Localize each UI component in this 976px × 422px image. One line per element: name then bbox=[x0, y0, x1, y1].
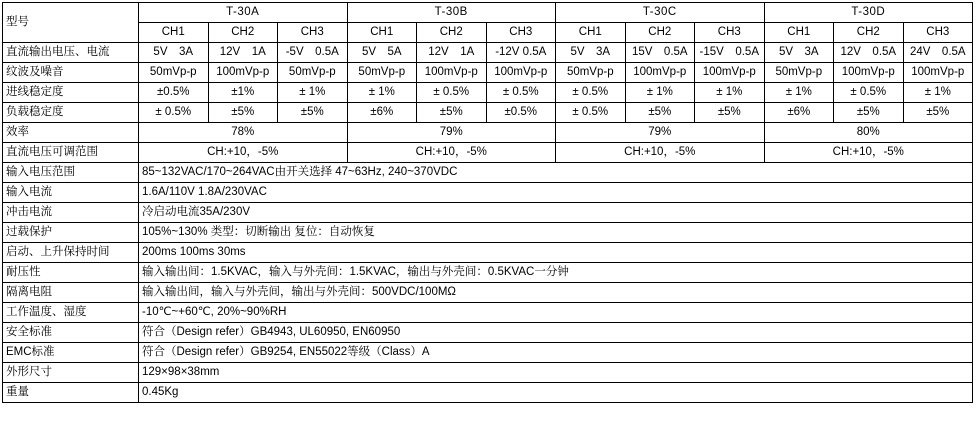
table-row bbox=[3, 103, 973, 123]
row-value: ±0.5% bbox=[486, 103, 556, 123]
row-label: 安全标准 bbox=[3, 323, 139, 343]
row-value: ± 0.5% bbox=[486, 83, 556, 103]
row-value: ± 0.5% bbox=[834, 83, 904, 103]
row-value: -5V 0.5A bbox=[278, 43, 348, 63]
row-value: ± 0.5% bbox=[139, 103, 209, 123]
row-label: 工作温度、湿度 bbox=[3, 303, 139, 323]
table-row bbox=[3, 323, 973, 343]
row-value: 100mVp-p bbox=[208, 63, 278, 83]
table-row bbox=[3, 343, 973, 363]
row-value: ± 1% bbox=[695, 83, 765, 103]
table-row bbox=[3, 223, 973, 243]
row-label: 进线稳定度 bbox=[3, 83, 139, 103]
row-value: 50mVp-p bbox=[139, 63, 209, 83]
row-value: -10℃~+60℃, 20%~90%RH bbox=[139, 303, 973, 323]
row-value: 200ms 100ms 30ms bbox=[139, 243, 973, 263]
row-value: ±6% bbox=[764, 103, 834, 123]
row-label: 负载稳定度 bbox=[3, 103, 139, 123]
row-label: 外形尺寸 bbox=[3, 363, 139, 383]
row-value: 12V 1A bbox=[417, 43, 487, 63]
row-value: 100mVp-p bbox=[625, 63, 695, 83]
model-header-4: T-30D bbox=[764, 3, 973, 23]
row-value: ±5% bbox=[625, 103, 695, 123]
table-row bbox=[3, 383, 973, 403]
row-value: 输入输出间：1.5KVAC，输入与外壳间：1.5KVAC，输出与外壳间：0.5KVAC一分钟 bbox=[139, 263, 973, 283]
channel-header-2: CH2 bbox=[208, 23, 278, 43]
model-header-1: T-30A bbox=[139, 3, 348, 23]
row-value: ±5% bbox=[834, 103, 904, 123]
row-value: 100mVp-p bbox=[486, 63, 556, 83]
row-label: 隔离电阻 bbox=[3, 283, 139, 303]
channel-header-9: CH3 bbox=[695, 23, 765, 43]
table-row bbox=[3, 303, 973, 323]
row-label: 过载保护 bbox=[3, 223, 139, 243]
row-value: 85~132VAC/170~264VAC由开关选择 47~63Hz, 240~370VDC bbox=[139, 163, 973, 183]
channel-header-10: CH1 bbox=[764, 23, 834, 43]
row-value: 1.6A/110V 1.8A/230VAC bbox=[139, 183, 973, 203]
channel-header-4: CH1 bbox=[347, 23, 417, 43]
table-row bbox=[3, 43, 973, 63]
channel-header-8: CH2 bbox=[625, 23, 695, 43]
row-label: 冲击电流 bbox=[3, 203, 139, 223]
row-value: -12V 0.5A bbox=[486, 43, 556, 63]
row-value: 50mVp-p bbox=[556, 63, 626, 83]
row-value: 符合（Design refer）GB4943, UL60950, EN60950 bbox=[139, 323, 973, 343]
row-value: ±5% bbox=[695, 103, 765, 123]
row-value: 79% bbox=[347, 123, 556, 143]
row-label: 耐压性 bbox=[3, 263, 139, 283]
row-value: ± 1% bbox=[764, 83, 834, 103]
row-value: 5V 3A bbox=[764, 43, 834, 63]
row-value: 50mVp-p bbox=[764, 63, 834, 83]
table-row bbox=[3, 183, 973, 203]
channel-header-7: CH1 bbox=[556, 23, 626, 43]
row-value: 80% bbox=[764, 123, 973, 143]
row-value: ±6% bbox=[347, 103, 417, 123]
model-header-2: T-30B bbox=[347, 3, 556, 23]
row-value: 79% bbox=[556, 123, 765, 143]
row-value: ±1% bbox=[208, 83, 278, 103]
row-value: 冷启动电流35A/230V bbox=[139, 203, 973, 223]
table-row bbox=[3, 203, 973, 223]
table-row bbox=[3, 63, 973, 83]
row-value: ±0.5% bbox=[139, 83, 209, 103]
row-value: 100mVp-p bbox=[834, 63, 904, 83]
row-label: 直流电压可调范围 bbox=[3, 143, 139, 163]
channel-header-11: CH2 bbox=[834, 23, 904, 43]
row-value: 24V 0.5A bbox=[903, 43, 973, 63]
row-value: CH:+10，-5% bbox=[764, 143, 973, 163]
row-value: 5V 3A bbox=[556, 43, 626, 63]
row-value: -15V 0.5A bbox=[695, 43, 765, 63]
row-value: ± 1% bbox=[903, 83, 973, 103]
table-row bbox=[3, 263, 973, 283]
table-row bbox=[3, 123, 973, 143]
model-header-3: T-30C bbox=[556, 3, 765, 23]
row-value: 50mVp-p bbox=[278, 63, 348, 83]
corner-label: 型号 bbox=[3, 3, 139, 43]
row-value: 12V 1A bbox=[208, 43, 278, 63]
row-value: 符合（Design refer）GB9254, EN55022等级（Class）A bbox=[139, 343, 973, 363]
row-label: EMC标准 bbox=[3, 343, 139, 363]
row-value: CH:+10，-5% bbox=[556, 143, 765, 163]
row-value: 15V 0.5A bbox=[625, 43, 695, 63]
row-value: ±5% bbox=[903, 103, 973, 123]
row-value: 100mVp-p bbox=[903, 63, 973, 83]
row-label: 纹波及噪音 bbox=[3, 63, 139, 83]
row-value: CH:+10，-5% bbox=[139, 143, 348, 163]
row-label: 启动、上升保持时间 bbox=[3, 243, 139, 263]
row-value: ±5% bbox=[208, 103, 278, 123]
row-label: 输入电压范围 bbox=[3, 163, 139, 183]
row-value: 12V 0.5A bbox=[834, 43, 904, 63]
row-value: ± 0.5% bbox=[556, 103, 626, 123]
row-value: 100mVp-p bbox=[417, 63, 487, 83]
channel-header-6: CH3 bbox=[486, 23, 556, 43]
row-value: ± 0.5% bbox=[417, 83, 487, 103]
row-value: ± 0.5% bbox=[556, 83, 626, 103]
row-value: 50mVp-p bbox=[347, 63, 417, 83]
row-value: 输入输出间，输入与外壳间，输出与外壳间：500VDC/100MΩ bbox=[139, 283, 973, 303]
row-value: ± 1% bbox=[278, 83, 348, 103]
row-value: 100mVp-p bbox=[695, 63, 765, 83]
table-header-models bbox=[3, 3, 973, 23]
row-label: 重量 bbox=[3, 383, 139, 403]
table-row bbox=[3, 143, 973, 163]
row-value: CH:+10，-5% bbox=[347, 143, 556, 163]
table-row bbox=[3, 363, 973, 383]
row-label: 直流输出电压、电流 bbox=[3, 43, 139, 63]
row-label: 效率 bbox=[3, 123, 139, 143]
table-row bbox=[3, 243, 973, 263]
row-value: 5V 3A bbox=[139, 43, 209, 63]
row-value: 129×98×38mm bbox=[139, 363, 973, 383]
channel-header-12: CH3 bbox=[903, 23, 973, 43]
row-value: 105%~130% 类型：切断输出 复位：自动恢复 bbox=[139, 223, 973, 243]
table-row bbox=[3, 83, 973, 103]
row-value: 78% bbox=[139, 123, 348, 143]
channel-header-3: CH3 bbox=[278, 23, 348, 43]
row-value: ±5% bbox=[278, 103, 348, 123]
channel-header-1: CH1 bbox=[139, 23, 209, 43]
table-row bbox=[3, 283, 973, 303]
channel-header-5: CH2 bbox=[417, 23, 487, 43]
row-value: ± 1% bbox=[625, 83, 695, 103]
row-value: 0.45Kg bbox=[139, 383, 973, 403]
row-value: ±5% bbox=[417, 103, 487, 123]
row-value: 5V 5A bbox=[347, 43, 417, 63]
specification-table bbox=[2, 2, 973, 403]
row-label: 输入电流 bbox=[3, 183, 139, 203]
table-header-channels bbox=[3, 23, 973, 43]
table-row bbox=[3, 163, 973, 183]
row-value: ± 1% bbox=[347, 83, 417, 103]
